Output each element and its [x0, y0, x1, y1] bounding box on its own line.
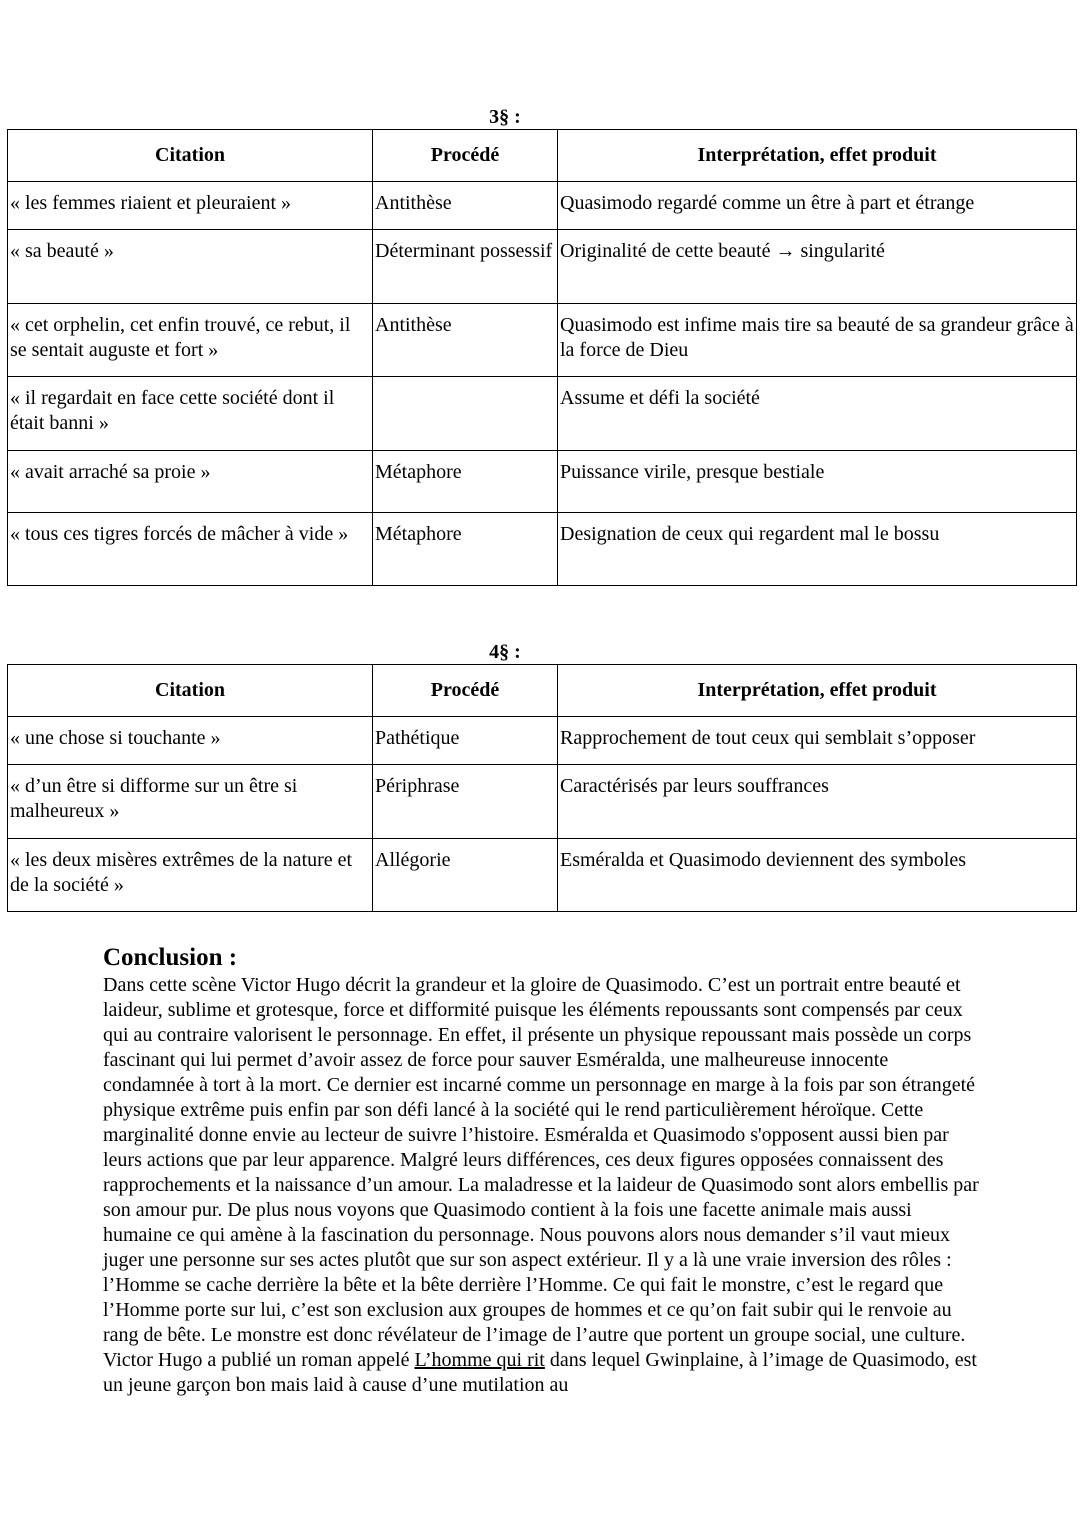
cell-citation: « il regardait en face cette société dont il était banni » — [8, 377, 373, 451]
cell-procede: Métaphore — [373, 451, 558, 513]
cell-interpretation: Assume et défi la société — [558, 377, 1077, 451]
cell-citation: « les deux misères extrêmes de la nature et de la société » — [8, 839, 373, 912]
cell-procede: Périphrase — [373, 765, 558, 839]
cell-interpretation: Puissance virile, presque bestiale — [558, 451, 1077, 513]
table-row — [8, 377, 1077, 451]
conclusion-text-after: dans lequel Gwinplaine, à l’image de Quasimodo, est un jeune garçon bon mais laid à cause d’une mutilation au — [103, 1349, 977, 1396]
header-procede: Procédé — [373, 130, 558, 182]
table-header-row — [8, 665, 1077, 717]
table-header-row — [8, 130, 1077, 182]
cell-procede: Métaphore — [373, 513, 558, 586]
cell-interpretation: Quasimodo regardé comme un être à part et étrange — [558, 182, 1077, 230]
conclusion-paragraph — [103, 973, 983, 1398]
cell-citation: « les femmes riaient et pleuraient » — [8, 182, 373, 230]
table-row — [8, 304, 1077, 377]
cell-interpretation: Esméralda et Quasimodo deviennent des symboles — [558, 839, 1077, 912]
header-interpretation: Interprétation, effet produit — [558, 665, 1077, 717]
cell-interpretation: Originalité de cette beauté → singularité — [558, 230, 1077, 304]
table-row — [8, 451, 1077, 513]
cell-citation: « une chose si touchante » — [8, 717, 373, 765]
table-row — [8, 230, 1077, 304]
section-4-table — [7, 664, 1077, 912]
table-row — [8, 513, 1077, 586]
cell-interpretation: Caractérisés par leurs souffrances — [558, 765, 1077, 839]
header-interpretation: Interprétation, effet produit — [558, 130, 1077, 182]
header-citation: Citation — [8, 130, 373, 182]
conclusion-text-before: Dans cette scène Victor Hugo décrit la grandeur et la gloire de Quasimodo. C’est un portrait entre beauté et laideur, sublime et grotesque, force et difformité puisque les éléments repoussants sont compensés par ceux qui au contraire valorisent le personnage. En effet, il présente un physique repoussant mais possède un corps fascinant qui lui permet d’avoir assez de force pour sauver Esméralda, une malheureuse innocente condamnée à tort à la mort. Ce dernier est incarné comme un personnage en marge à la fois par son étrangeté physique extrême puis enfin par son défi lancé à la société qui le rend particulièrement héroïque. Cette marginalité donne envie au lecteur de suivre l’histoire. Esméralda et Quasimodo s'opposent aussi bien par leurs actions que par leur apparence. Malgré leurs différences, ces deux figures opposées connaissent des rapprochements et la naissance d’un amour. La maladresse et la laideur de Quasimodo sont alors embellis par son amour pur. De plus nous voyons que Quasimodo contient à la fois une facette animale mais aussi humaine ce qui amène à la fascination du personnage. Nous pouvons alors nous demander s’il vaut mieux juger une personne sur ses actes plutôt que sur son aspect extérieur. Il y a là une vraie inversion des rôles : l’Homme se cache derrière la bête et la bête derrière l’Homme. Ce qui fait le monstre, c’est le regard que l’Homme porte sur lui, c’est son exclusion aux groupes de hommes et ce qu’on fait subir qui le renvoie au rang de bête. Le monstre est donc révélateur de l’image de l’autre que portent un groupe social, une culture. Victor Hugo a publié un roman appelé — [103, 974, 979, 1371]
table-row — [8, 717, 1077, 765]
section-4-title: 4§ : — [489, 641, 521, 663]
table-row — [8, 765, 1077, 839]
header-citation: Citation — [8, 665, 373, 717]
cell-interpretation: Designation de ceux qui regardent mal le bossu — [558, 513, 1077, 586]
cell-procede: Antithèse — [373, 304, 558, 377]
cell-procede: Antithèse — [373, 182, 558, 230]
cell-citation: « sa beauté » — [8, 230, 373, 304]
section-3-table — [7, 129, 1077, 586]
table-row — [8, 839, 1077, 912]
cell-citation: « cet orphelin, cet enfin trouvé, ce rebut, il se sentait auguste et fort » — [8, 304, 373, 377]
book-title: L’homme qui rit — [414, 1349, 545, 1371]
header-procede: Procédé — [373, 665, 558, 717]
conclusion-section — [103, 943, 983, 1398]
cell-interpretation: Rapprochement de tout ceux qui semblait s’opposer — [558, 717, 1077, 765]
section-3-title: 3§ : — [489, 106, 521, 128]
table-row — [8, 182, 1077, 230]
cell-interpretation: Quasimodo est infime mais tire sa beauté de sa grandeur grâce à la force de Dieu — [558, 304, 1077, 377]
cell-procede: Allégorie — [373, 839, 558, 912]
cell-procede: Pathétique — [373, 717, 558, 765]
cell-procede: Déterminant possessif — [373, 230, 558, 304]
cell-citation: « d’un être si difforme sur un être si malheureux » — [8, 765, 373, 839]
cell-citation: « tous ces tigres forcés de mâcher à vide » — [8, 513, 373, 586]
conclusion-heading: Conclusion : — [103, 944, 238, 971]
cell-procede — [373, 377, 558, 451]
cell-citation: « avait arraché sa proie » — [8, 451, 373, 513]
